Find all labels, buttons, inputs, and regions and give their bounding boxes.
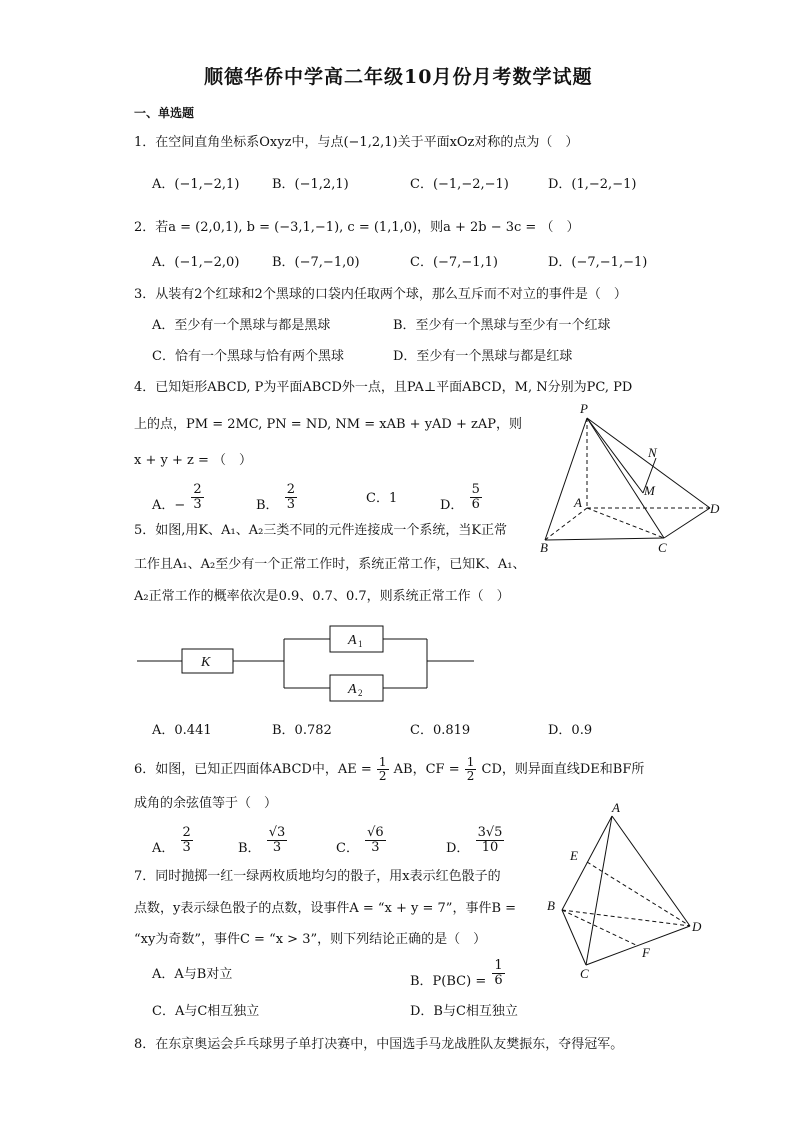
circuit-a2-subscript: 2 bbox=[358, 688, 363, 698]
q6-option-d-numerator: 3√5 bbox=[477, 825, 503, 840]
q5-option-d: D．0.9 bbox=[548, 723, 593, 738]
question-3-stem: 3．从装有2个红球和2个黑球的口袋内任取两个球，那么互斥而不对立的事件是（ ） bbox=[134, 287, 627, 302]
question-7-line-1: 7．同时抛掷一红一绿两枚质地均匀的骰子，用x表示红色骰子的 bbox=[134, 869, 501, 884]
q4-label-m: M bbox=[644, 483, 655, 498]
question-4-line-2: 上的点，PM = 2MC, PN = ND, NM = xAB + yAD + zAP，则 bbox=[134, 417, 522, 432]
q6-option-d-denominator: 10 bbox=[481, 840, 499, 855]
circuit-a1-label: A bbox=[348, 633, 357, 648]
q6-half-1-numerator: 1 bbox=[378, 755, 387, 769]
q6-option-a-denominator: 3 bbox=[182, 840, 191, 855]
question-1-stem: 1．在空间直角坐标系Oxyz中，与点(−1,2,1)关于平面xOz对称的点为（ ） bbox=[134, 135, 579, 150]
q2-option-c: C．(−7,−1,1) bbox=[410, 255, 498, 270]
question-6-line-1 bbox=[134, 756, 644, 783]
q6-label-d: D bbox=[692, 919, 702, 934]
question-5-line-2: 工作且A₁、A₂至少有一个正常工作时，系统正常工作，已知K、A₁、 bbox=[134, 557, 526, 572]
q6-option-c-denominator: 3 bbox=[371, 840, 380, 855]
q4-option-a-numerator: 2 bbox=[193, 482, 202, 497]
circuit-a1-subscript: 1 bbox=[358, 639, 363, 649]
q4-label-n: N bbox=[648, 445, 657, 460]
q7-option-d: D．B与C相互独立 bbox=[410, 1004, 518, 1019]
q6-text-b: AB，CF = bbox=[393, 762, 460, 777]
q5-option-a: A．0.441 bbox=[152, 723, 212, 738]
q4-option-d-label: D． bbox=[440, 498, 464, 513]
q6-text-c: CD，则异面直线DE和BF所 bbox=[481, 762, 645, 777]
circuit-a2-label: A bbox=[348, 682, 357, 697]
question-8-stem: 8．在东京奥运会乒乓球男子单打决赛中，中国选手马龙战胜队友樊振东，夺得冠军。 bbox=[134, 1037, 624, 1052]
q4-option-d-denominator: 6 bbox=[471, 497, 480, 512]
q4-option-a-denominator: 3 bbox=[193, 497, 202, 512]
q6-label-b: B bbox=[547, 898, 555, 913]
q4-option-d-numerator: 5 bbox=[471, 482, 480, 497]
section-heading: 一、单选题 bbox=[134, 106, 195, 120]
q4-option-d bbox=[440, 483, 482, 512]
q7-option-b bbox=[410, 959, 505, 988]
q7-option-b-numerator: 1 bbox=[494, 958, 503, 973]
q4-option-a-label: A．− bbox=[152, 498, 186, 513]
q6-half-2-denominator: 2 bbox=[466, 769, 475, 783]
q6-option-b-denominator: 3 bbox=[272, 840, 282, 855]
q6-option-b bbox=[238, 826, 287, 855]
q6-option-c-numerator: √6 bbox=[367, 825, 384, 840]
q6-option-b-numerator: √3 bbox=[268, 825, 286, 840]
q6-option-b-label: B． bbox=[238, 841, 261, 856]
q6-text-a: 6．如图，已知正四面体ABCD中，AE = bbox=[134, 762, 372, 777]
q4-option-b-denominator: 3 bbox=[286, 497, 295, 512]
q4-option-a bbox=[152, 483, 204, 512]
q5-option-b: B．0.782 bbox=[272, 723, 332, 738]
q5-option-c: C．0.819 bbox=[410, 723, 471, 738]
question-6-line-2: 成角的余弦值等于（ ） bbox=[134, 796, 278, 811]
q6-half-1-denominator: 2 bbox=[378, 769, 387, 783]
question-7-line-3: “xy为奇数”，事件C = “x > 3”，则下列结论正确的是（ ） bbox=[134, 932, 487, 947]
q3-option-a: A．至少有一个黑球与都是黑球 bbox=[152, 318, 331, 333]
q4-option-b-label: B． bbox=[256, 498, 279, 513]
q4-option-b-numerator: 2 bbox=[286, 482, 295, 497]
q4-label-d: D bbox=[710, 501, 720, 516]
page-title: 顺德华侨中学高二年级10月份月考数学试题 bbox=[204, 66, 593, 88]
circuit-k-label: K bbox=[201, 655, 211, 670]
q3-option-c: C．恰有一个黑球与恰有两个黑球 bbox=[152, 349, 344, 364]
q3-option-d: D．至少有一个黑球与都是红球 bbox=[393, 349, 573, 364]
question-4-line-3: x + y + z = （ ） bbox=[134, 453, 252, 468]
q6-half-2-numerator: 1 bbox=[466, 755, 475, 769]
question-7-line-2: 点数，y表示绿色骰子的点数，设事件A = “x + y = 7”，事件B = bbox=[134, 901, 517, 916]
q7-option-a: A．A与B对立 bbox=[152, 967, 233, 982]
q1-option-c: C．(−1,−2,−1) bbox=[410, 177, 509, 192]
question-5-line-3: A₂正常工作的概率依次是0.9、0.7、0.7，则系统正常工作（ ） bbox=[134, 589, 510, 604]
q1-option-a: A．(−1,−2,1) bbox=[152, 177, 240, 192]
q6-option-c bbox=[336, 826, 386, 855]
q7-option-c: C．A与C相互独立 bbox=[152, 1004, 260, 1019]
q6-option-a-numerator: 2 bbox=[182, 825, 191, 840]
q2-option-d: D．(−7,−1,−1) bbox=[548, 255, 648, 270]
q4-label-b: B bbox=[540, 540, 548, 555]
q2-option-b: B．(−7,−1,0) bbox=[272, 255, 360, 270]
question-2-stem: 2．若a = (2,0,1), b = (−3,1,−1), c = (1,1,0)，则a + 2b − 3c = （ ） bbox=[134, 220, 580, 235]
q6-label-a: A bbox=[612, 800, 620, 815]
q4-option-c: C．1 bbox=[366, 491, 398, 506]
q6-option-d-label: D． bbox=[446, 841, 470, 856]
question-5-line-1: 5．如图,用K、A₁、A₂三类不同的元件连接成一个系统，当K正常 bbox=[134, 523, 508, 538]
q6-option-a bbox=[152, 826, 193, 855]
q6-label-f: F bbox=[642, 945, 650, 960]
q6-option-a-label: A． bbox=[152, 841, 175, 856]
q6-option-c-label: C． bbox=[336, 841, 359, 856]
q3-option-b: B．至少有一个黑球与至少有一个红球 bbox=[393, 318, 611, 333]
q4-option-b bbox=[256, 483, 297, 512]
q4-label-a: A bbox=[574, 495, 582, 510]
question-4-line-1: 4．已知矩形ABCD, P为平面ABCD外一点，且PA⊥平面ABCD，M, N分别为PC, PD bbox=[134, 380, 633, 395]
q2-option-a: A．(−1,−2,0) bbox=[152, 255, 240, 270]
q6-label-c: C bbox=[580, 966, 589, 981]
q7-option-b-label: B．P(BC) = bbox=[410, 974, 487, 989]
q6-label-e: E bbox=[570, 848, 578, 863]
q1-option-b: B．(−1,2,1) bbox=[272, 177, 349, 192]
q4-label-p: P bbox=[580, 401, 588, 416]
q4-label-c: C bbox=[658, 540, 667, 555]
q1-option-d: D．(1,−2,−1) bbox=[548, 177, 637, 192]
q6-option-d bbox=[446, 826, 504, 855]
q7-option-b-denominator: 6 bbox=[494, 973, 503, 988]
